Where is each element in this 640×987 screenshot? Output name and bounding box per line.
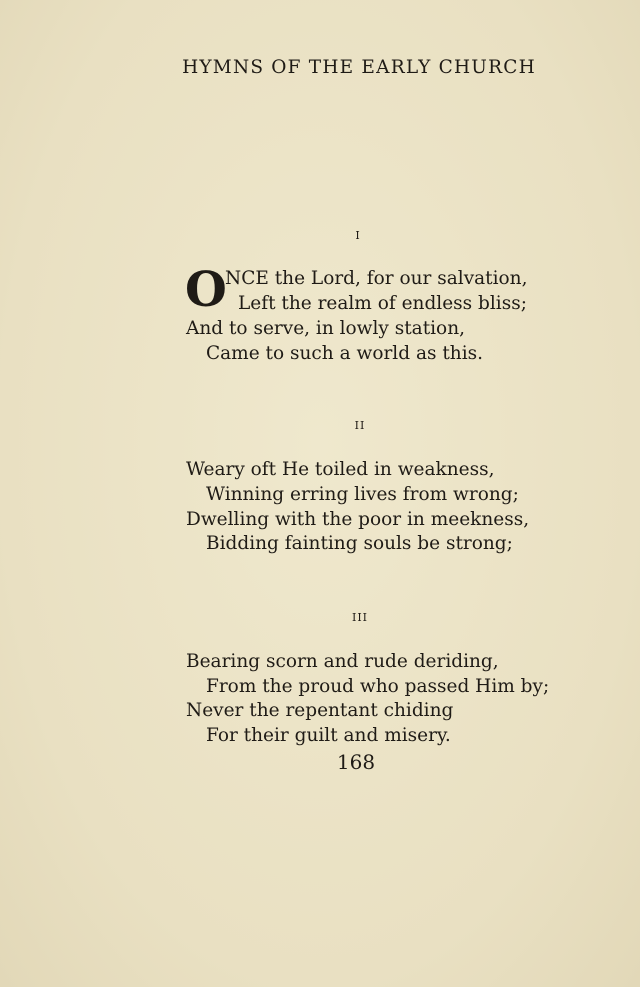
stanza-1-line-1: NCE the Lord, for our salvation, [225, 268, 528, 289]
stanza-2-numeral: II [354, 419, 366, 432]
page-number: 168 [336, 750, 376, 774]
stanza-1-numeral: I [355, 229, 361, 242]
stanza-3-line-4: For their guilt and misery. [206, 725, 451, 746]
stanza-3-line-1: Bearing scorn and rude deriding, [186, 651, 499, 672]
stanza-1-line-3: And to serve, in lowly station, [186, 318, 465, 339]
stanza-2-line-4: Bidding fainting souls be strong; [206, 533, 513, 554]
stanza-3-numeral: III [351, 611, 369, 624]
stanza-2-line-1: Weary oft He toiled in weakness, [186, 459, 495, 480]
stanza-2-line-2: Winning erring lives from wrong; [206, 484, 519, 505]
stanza-1-line-2: Left the realm of endless bliss; [238, 293, 527, 314]
stanza-3-line-2: From the proud who passed Him by; [206, 676, 550, 697]
stanza-3-line-3: Never the repentant chiding [186, 700, 454, 721]
stanza-1-line-4: Came to such a world as this. [206, 343, 483, 364]
drop-cap-letter: O [185, 262, 227, 318]
stanza-2-line-3: Dwelling with the poor in meekness, [186, 509, 530, 530]
running-head: HYMNS OF THE EARLY CHURCH [182, 57, 536, 78]
